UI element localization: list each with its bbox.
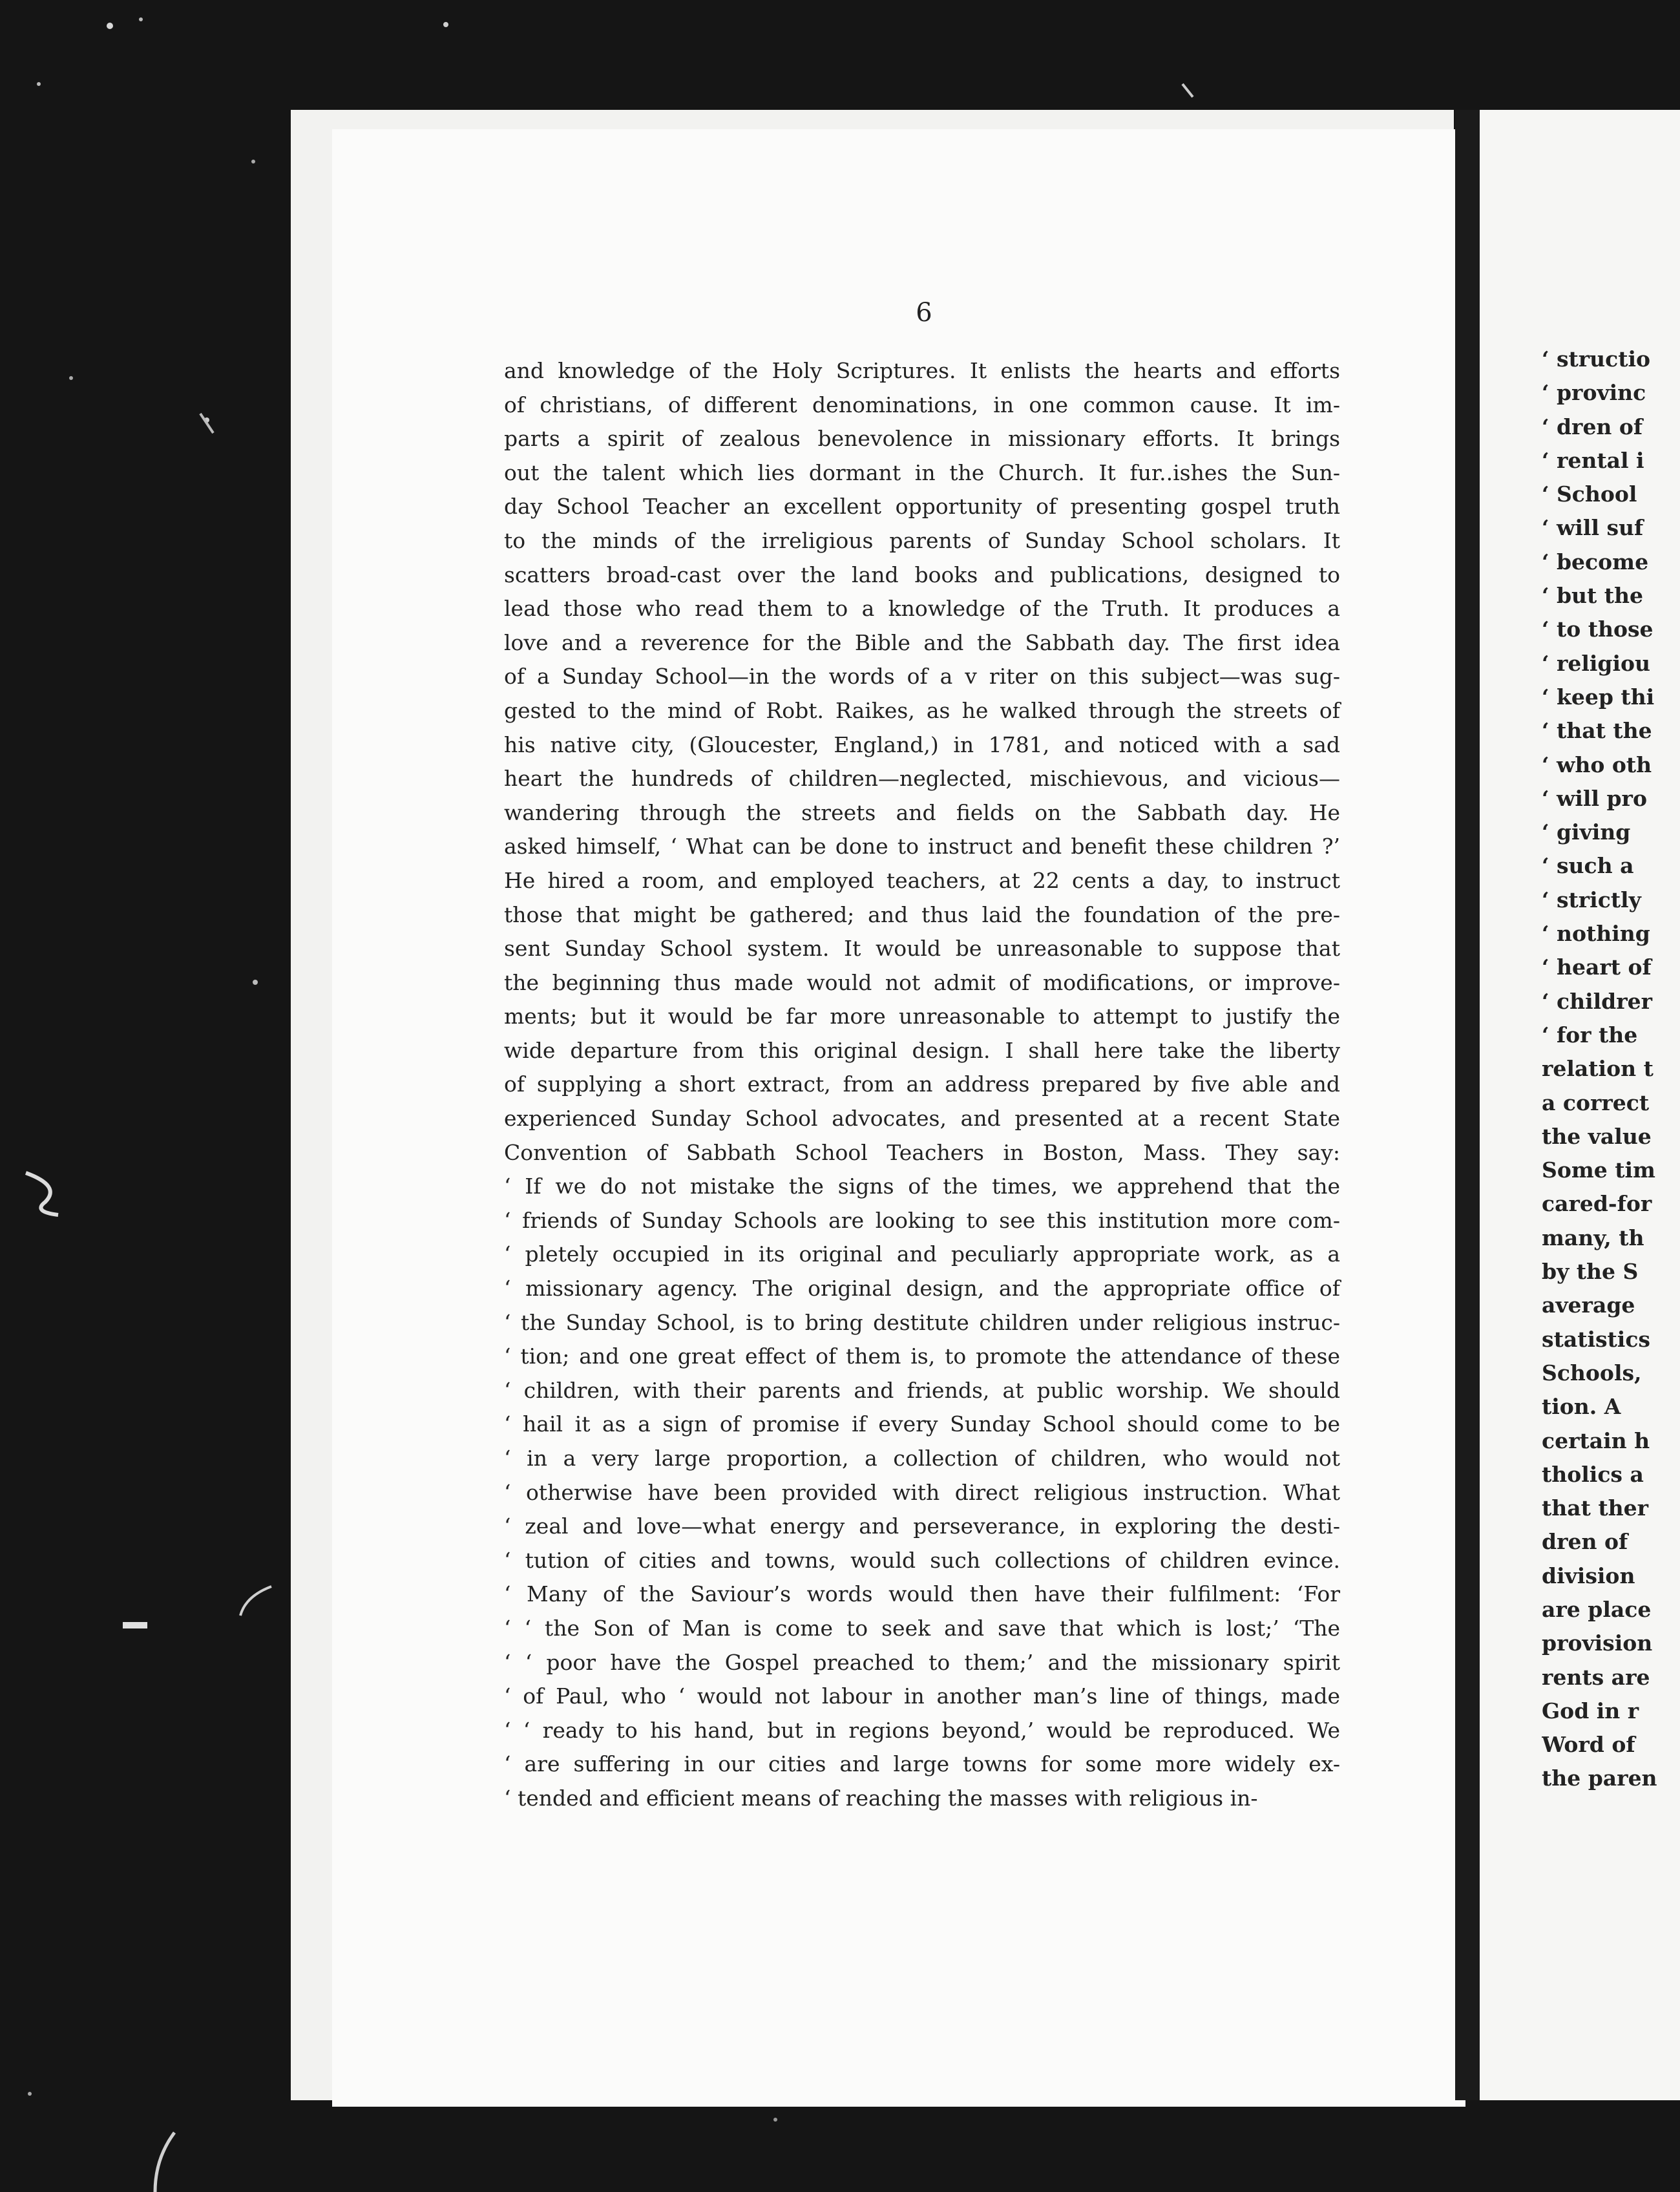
text-line: to the minds of the irreligious parents of Sunday School scholars. It xyxy=(504,527,1340,553)
text-line: sent Sunday School system. It would be unreasonable to suppose that xyxy=(504,936,1340,962)
facing-text-line: ‘ rental i xyxy=(1542,447,1644,473)
facing-text-line: that ther xyxy=(1542,1495,1648,1521)
text-line: experienced Sunday School advocates, and presented at a recent State xyxy=(504,1106,1340,1132)
facing-text-line: many, th xyxy=(1542,1225,1644,1250)
text-line: ‘ Many of the Saviour’s words would then have their fulfilment: ‘For xyxy=(504,1581,1340,1607)
text-line: ‘ in a very large proportion, a collection of children, who would not xyxy=(504,1446,1340,1471)
facing-text-line: ‘ become xyxy=(1542,549,1649,574)
text-line: ‘ ‘ poor have the Gospel preached to them;’ and the missionary spirit xyxy=(504,1649,1340,1675)
text-line: ‘ are suffering in our cities and large towns for some more widely ex- xyxy=(504,1751,1340,1777)
facing-text-line: ‘ but the xyxy=(1542,583,1644,609)
facing-text-line: God in r xyxy=(1542,1698,1639,1723)
text-line: his native city, (Gloucester, England,) in 1781, and noticed with a sad xyxy=(504,732,1340,757)
text-line: ‘ friends of Sunday Schools are looking to see this institution more com- xyxy=(504,1207,1340,1233)
text-line: ments; but it would be far more unreasonable to attempt to justify the xyxy=(504,1004,1340,1029)
text-line: ‘ hail it as a sign of promise if every Sunday School should come to be xyxy=(504,1411,1340,1437)
facing-text-line: ‘ nothing xyxy=(1542,921,1650,947)
facing-text-line: are place xyxy=(1542,1596,1652,1622)
text-line: the beginning thus made would not admit of modifications, or improve- xyxy=(504,969,1340,995)
facing-text-line: Word of xyxy=(1542,1732,1635,1758)
text-line: those that might be gathered; and thus laid the foundation of the pre- xyxy=(504,901,1340,927)
facing-text-line: ‘ religiou xyxy=(1542,650,1651,676)
text-line: of supplying a short extract, from an address prepared by five able and xyxy=(504,1071,1340,1097)
facing-text-line: dren of xyxy=(1542,1529,1628,1555)
facing-text-line: ‘ keep thi xyxy=(1542,684,1655,710)
facing-text-line: ‘ structio xyxy=(1542,346,1651,372)
facing-text-line: ‘ giving xyxy=(1542,819,1631,845)
facing-text-line: the paren xyxy=(1542,1765,1657,1791)
facing-text-line: ‘ to those xyxy=(1542,616,1654,642)
facing-page-text xyxy=(1542,342,1680,1796)
facing-text-line: ‘ that the xyxy=(1542,718,1652,744)
text-line: ‘ the Sunday School, is to bring destitute children under religious instruc- xyxy=(504,1309,1340,1335)
text-line: wandering through the streets and fields on the Sabbath day. He xyxy=(504,799,1340,825)
facing-text-line: by the S xyxy=(1542,1259,1639,1285)
text-line: ‘ zeal and love—what energy and perseverance, in exploring the desti- xyxy=(504,1513,1340,1539)
facing-text-line: ‘ provinc xyxy=(1542,380,1646,406)
facing-text-line: relation t xyxy=(1542,1056,1654,1082)
text-line: day School Teacher an excellent opportunity of presenting gospel truth xyxy=(504,494,1340,520)
facing-text-line: ‘ who oth xyxy=(1542,752,1652,777)
facing-text-line: rents are xyxy=(1542,1664,1650,1690)
facing-text-line: provision xyxy=(1542,1630,1653,1656)
facing-text-line: ‘ childrer xyxy=(1542,988,1652,1014)
text-line: of christians, of different denominations, in one common cause. It im- xyxy=(504,392,1340,417)
facing-text-line: ‘ School xyxy=(1542,481,1637,507)
facing-text-line: tion. A xyxy=(1542,1394,1621,1420)
text-line: out the talent which lies dormant in the Church. It fur..ishes the Sun- xyxy=(504,459,1340,485)
facing-text-line: ‘ dren of xyxy=(1542,414,1643,439)
facing-text-line: Some tim xyxy=(1542,1157,1655,1183)
body-text xyxy=(504,354,1340,1816)
text-line: ‘ tion; and one great effect of them is, to promote the attendance of these xyxy=(504,1344,1340,1369)
facing-text-line: cared-for xyxy=(1542,1191,1652,1217)
page-gutter xyxy=(1455,110,1480,2100)
text-line: parts a spirit of zealous benevolence in missionary efforts. It brings xyxy=(504,426,1340,452)
text-line: gested to the mind of Robt. Raikes, as he walked through the streets of xyxy=(504,697,1340,723)
facing-text-line: ‘ such a xyxy=(1542,853,1634,879)
facing-text-line: ‘ heart of xyxy=(1542,954,1652,980)
text-line: wide departure from this original design. I shall here take the liberty xyxy=(504,1037,1340,1063)
facing-text-line: the value xyxy=(1542,1123,1652,1149)
text-line: and knowledge of the Holy Scriptures. It enlists the hearts and efforts xyxy=(504,358,1340,383)
text-line: ‘ children, with their parents and friends, at public worship. We should xyxy=(504,1377,1340,1403)
page-number: 6 xyxy=(916,298,932,328)
text-line: He hired a room, and employed teachers, at 22 cents a day, to instruct xyxy=(504,867,1340,893)
facing-text-line: tholics a xyxy=(1542,1461,1644,1487)
text-line: asked himself, ‘ What can be done to instruct and benefit these children ?’ xyxy=(504,834,1340,859)
facing-text-line: ‘ will pro xyxy=(1542,785,1647,811)
text-line: of a Sunday School—in the words of a v riter on this subject—was sug- xyxy=(504,664,1340,690)
facing-text-line: certain h xyxy=(1542,1428,1650,1453)
facing-text-line: ‘ strictly xyxy=(1542,887,1641,912)
text-line: scatters broad-cast over the land books and publications, designed to xyxy=(504,562,1340,587)
text-line: ‘ pletely occupied in its original and peculiarly appropriate work, as a xyxy=(504,1241,1340,1267)
text-line: heart the hundreds of children—neglected, mischievous, and vicious— xyxy=(504,766,1340,792)
text-line: ‘ tended and efficient means of reaching the masses with religious in- xyxy=(504,1785,1258,1811)
facing-text-line: ‘ will suf xyxy=(1542,515,1644,541)
facing-text-line: statistics xyxy=(1542,1326,1651,1352)
text-line: ‘ ‘ ready to his hand, but in regions beyond,’ would be reproduced. We xyxy=(504,1717,1340,1743)
text-line: ‘ of Paul, who ‘ would not labour in another man’s line of things, made xyxy=(504,1683,1340,1709)
facing-text-line: Schools, xyxy=(1542,1360,1642,1386)
text-line: ‘ otherwise have been provided with direct religious instruction. What xyxy=(504,1479,1340,1505)
text-line: ‘ If we do not mistake the signs of the times, we apprehend that the xyxy=(504,1174,1340,1199)
text-line: Convention of Sabbath School Teachers in Boston, Mass. They say: xyxy=(504,1139,1340,1165)
facing-text-line: division xyxy=(1542,1563,1635,1588)
text-line: ‘ missionary agency. The original design, and the appropriate office of xyxy=(504,1276,1340,1302)
text-line: ‘ ‘ the Son of Man is come to seek and save that which is lost;’ ‘The xyxy=(504,1615,1340,1641)
text-line: lead those who read them to a knowledge of the Truth. It produces a xyxy=(504,596,1340,622)
facing-text-line: average xyxy=(1542,1292,1635,1318)
facing-text-line: a correct xyxy=(1542,1090,1650,1115)
text-line: love and a reverence for the Bible and the Sabbath day. The first idea xyxy=(504,629,1340,655)
facing-text-line: ‘ for the xyxy=(1542,1022,1638,1048)
text-line: ‘ tution of cities and towns, would such collections of children evince. xyxy=(504,1547,1340,1573)
